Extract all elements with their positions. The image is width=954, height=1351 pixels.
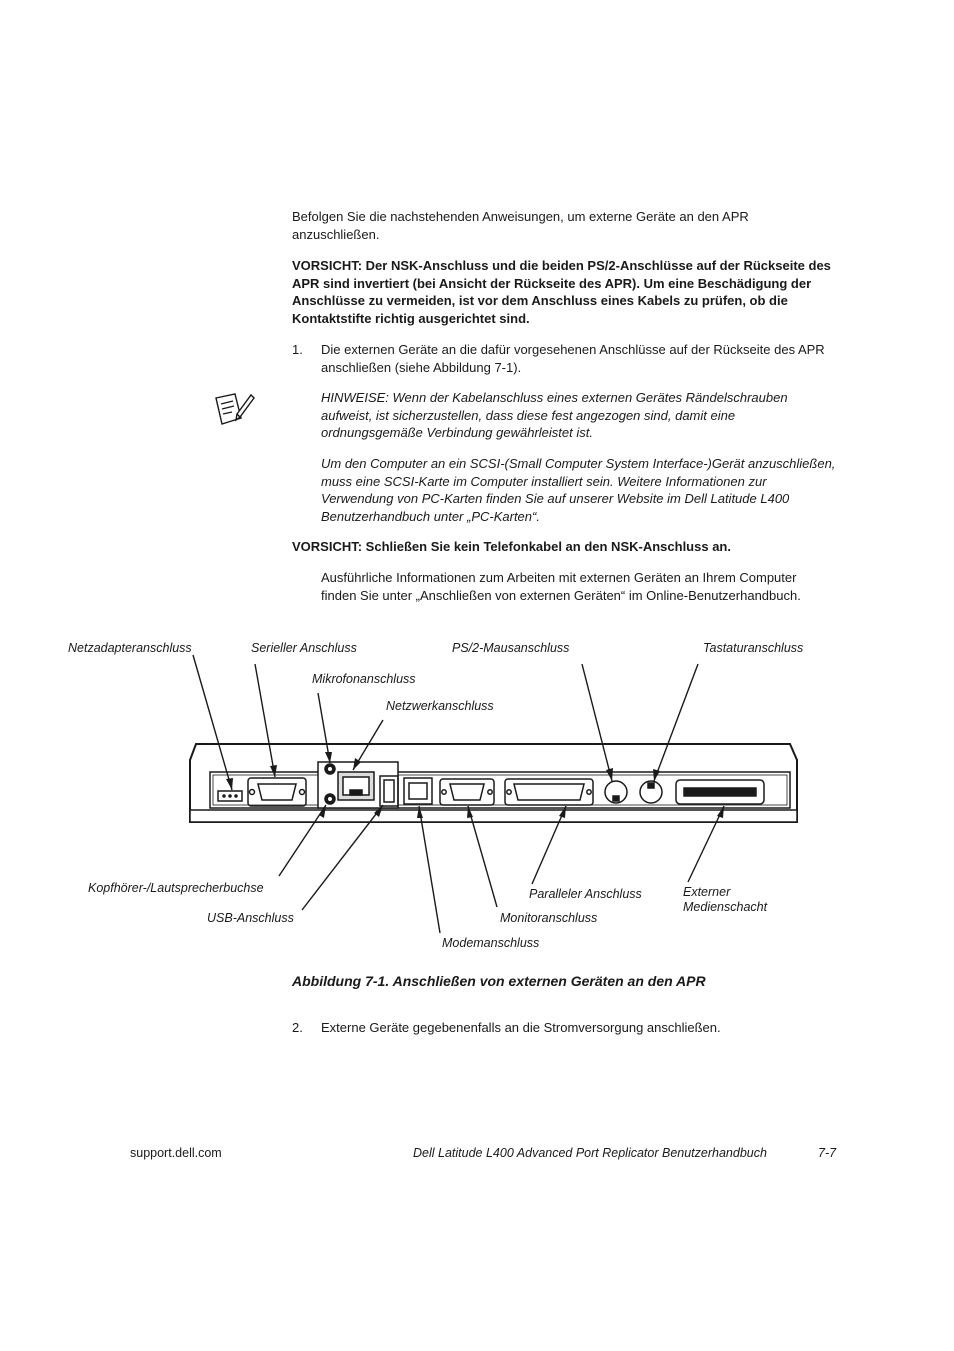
label-kopfhoerer: Kopfhörer-/Lautsprecherbuchse [88, 881, 264, 895]
figure-caption: Abbildung 7-1. Anschließen von externen Geräten an den APR [292, 973, 706, 989]
info-paragraph: Ausführliche Informationen zum Arbeiten mit externen Geräten an Ihrem Computer finden Sie unter „Anschließen von externen Geräten“ im Online-Benutzerhandbuch. [321, 570, 801, 603]
step-text: Die externen Geräte an die dafür vorgesehenen Anschlüsse auf der Rückseite des APR anschließen (siehe Abbildung 7-1). [321, 342, 825, 375]
footer-title: Dell Latitude L400 Advanced Port Replicator Benutzerhandbuch [413, 1146, 767, 1160]
label-usb: USB-Anschluss [207, 911, 294, 925]
page-number: 7-7 [818, 1146, 837, 1160]
note-text: HINWEISE: Wenn der Kabelanschluss eines externen Gerätes Rändelschrauben aufweist, ist sicherzustellen, dass diese fest angezogen sind, damit eine ordnungsgemäße Verbindung gewährleistet ist. [321, 390, 788, 440]
label-monitor: Monitoranschluss [500, 911, 598, 925]
step-text: Externe Geräte gegebenenfalls an die Stromversorgung anschließen. [321, 1020, 721, 1035]
label-extern-1: Externer [683, 885, 731, 899]
footer-website: support.dell.com [130, 1146, 222, 1160]
note-text-scsi: Um den Computer an ein SCSI-(Small Computer System Interface-)Gerät anzuschließen, muss eine SCSI-Karte im Computer installiert sein. Weitere Informationen zur Verwendung von PC-Karten finden Sie auf unserer Website im Dell Latitude L400 Benutzerhandbuch unter „PC-Karten“. [321, 456, 836, 524]
label-extern-2: Medienschacht [683, 900, 768, 914]
caution-paragraph: VORSICHT: Der NSK-Anschluss und die beiden PS/2-Anschlüsse auf der Rückseite des APR sind invertiert (bei Ansicht der Rückseite des APR). Um eine Beschädigung der Anschlüsse zu vermeiden, ist vor dem Anschluss eines Kabels zu prüfen, ob die Kontaktstifte richtig ausgerichtet sind. [292, 258, 831, 326]
label-ps2maus: PS/2-Mausanschluss [452, 641, 570, 655]
label-mikrofon: Mikrofonanschluss [312, 672, 416, 686]
label-seriell: Serieller Anschluss [251, 641, 357, 655]
label-parallel: Paralleler Anschluss [529, 887, 642, 901]
step-number: 2. [292, 1020, 303, 1035]
label-netzadapter: Netzadapteranschluss [68, 641, 192, 655]
label-netzwerk: Netzwerkanschluss [386, 699, 494, 713]
step-number: 1. [292, 342, 303, 357]
label-modem: Modemanschluss [442, 936, 540, 950]
caution-phone: VORSICHT: Schließen Sie kein Telefonkabel an den NSK-Anschluss an. [292, 539, 731, 554]
label-tastatur: Tastaturanschluss [703, 641, 804, 655]
intro-paragraph: Befolgen Sie die nachstehenden Anweisungen, um externe Geräte an den APR anzuschließen. [292, 209, 749, 242]
